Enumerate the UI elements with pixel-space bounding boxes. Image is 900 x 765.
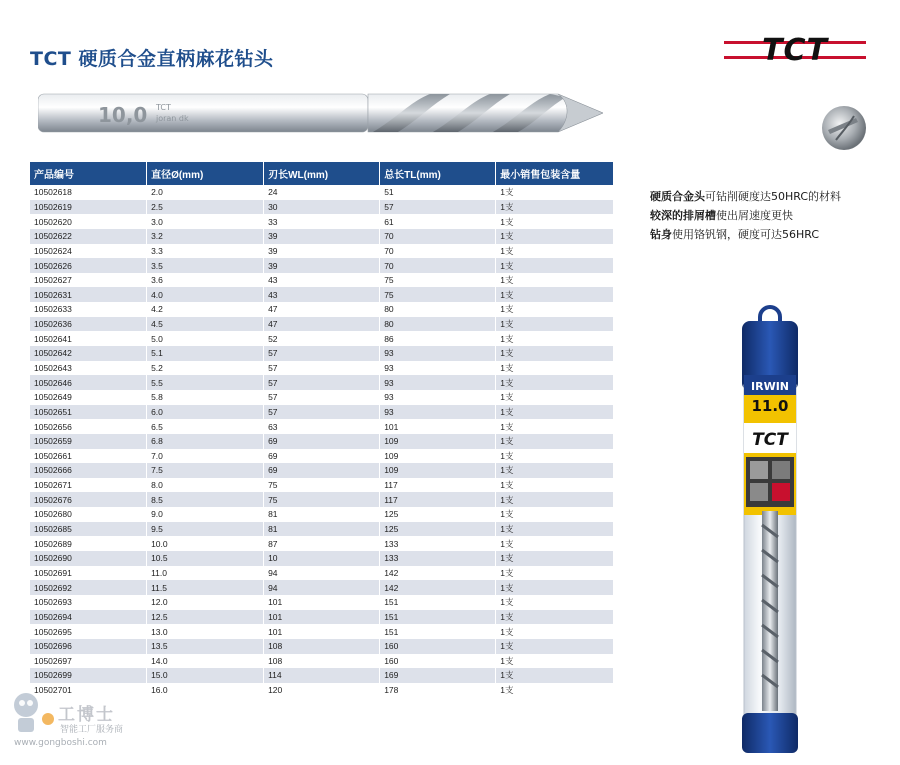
tct-brand-logo <box>724 32 866 66</box>
cell-min-package: 1支 <box>496 419 614 434</box>
table-row <box>30 536 614 551</box>
cell-total-length: 109 <box>380 463 496 478</box>
cell-flute-length: 101 <box>264 595 380 610</box>
cell-total-length: 75 <box>380 287 496 302</box>
header-product-code: 产品编号 <box>30 162 147 185</box>
cell-diameter: 2.0 <box>147 185 264 200</box>
cell-product-code: 10502620 <box>30 214 147 229</box>
cell-product-code: 10502699 <box>30 668 147 683</box>
cell-diameter: 6.8 <box>147 434 264 449</box>
cell-total-length: 125 <box>380 507 496 522</box>
cell-product-code: 10502661 <box>30 449 147 464</box>
cell-min-package: 1支 <box>496 478 614 493</box>
cell-min-package: 1支 <box>496 610 614 625</box>
cell-diameter: 12.0 <box>147 595 264 610</box>
cell-min-package: 1支 <box>496 434 614 449</box>
table-row <box>30 185 614 200</box>
cell-total-length: 93 <box>380 390 496 405</box>
cell-total-length: 151 <box>380 624 496 639</box>
cell-total-length: 93 <box>380 375 496 390</box>
table-row <box>30 200 614 215</box>
watermark-tagline: 智能工厂服务商 <box>60 725 124 735</box>
cell-product-code: 10502696 <box>30 639 147 654</box>
cell-flute-length: 57 <box>264 375 380 390</box>
cell-product-code: 10502627 <box>30 273 147 288</box>
cell-flute-length: 57 <box>264 390 380 405</box>
table-row <box>30 331 614 346</box>
cell-min-package: 1支 <box>496 639 614 654</box>
feature-item <box>650 206 841 225</box>
cell-flute-length: 69 <box>264 463 380 478</box>
cell-product-code: 10502693 <box>30 595 147 610</box>
feature-list <box>650 187 841 244</box>
tct-logo-text: TCT <box>762 33 828 66</box>
cell-diameter: 4.0 <box>147 287 264 302</box>
cell-total-length: 151 <box>380 595 496 610</box>
cell-min-package: 1支 <box>496 302 614 317</box>
feature-text: 使用铬钒钢，硬度可达56HRC <box>672 228 820 241</box>
cell-flute-length: 94 <box>264 566 380 581</box>
cell-product-code: 10502692 <box>30 580 147 595</box>
table-row <box>30 463 614 478</box>
cell-product-code: 10502694 <box>30 610 147 625</box>
cell-total-length: 57 <box>380 200 496 215</box>
cell-product-code: 10502622 <box>30 229 147 244</box>
cell-min-package: 1支 <box>496 331 614 346</box>
cell-product-code: 10502659 <box>30 434 147 449</box>
cell-total-length: 51 <box>380 185 496 200</box>
drill-marking-line1: TCT <box>156 103 171 112</box>
packaging-tube-image <box>680 275 850 760</box>
table-row <box>30 229 614 244</box>
table-row <box>30 566 614 581</box>
table-header-row <box>30 162 614 185</box>
cell-total-length: 80 <box>380 302 496 317</box>
page-title: TCT 硬质合金直柄麻花钻头 <box>30 48 274 70</box>
cell-product-code: 10502651 <box>30 405 147 420</box>
cell-product-code: 10502690 <box>30 551 147 566</box>
cell-total-length: 169 <box>380 668 496 683</box>
cell-product-code: 10502680 <box>30 507 147 522</box>
feature-item <box>650 225 841 244</box>
table-row <box>30 624 614 639</box>
cell-min-package: 1支 <box>496 229 614 244</box>
cell-flute-length: 63 <box>264 419 380 434</box>
cell-min-package: 1支 <box>496 361 614 376</box>
cell-diameter: 7.0 <box>147 449 264 464</box>
cell-product-code: 10502631 <box>30 287 147 302</box>
cell-diameter: 5.0 <box>147 331 264 346</box>
cell-diameter: 7.5 <box>147 463 264 478</box>
cell-diameter: 11.0 <box>147 566 264 581</box>
cell-min-package: 1支 <box>496 346 614 361</box>
cell-product-code: 10502633 <box>30 302 147 317</box>
cell-flute-length: 101 <box>264 624 380 639</box>
table-row <box>30 654 614 669</box>
cell-flute-length: 81 <box>264 507 380 522</box>
cell-flute-length: 108 <box>264 654 380 669</box>
cell-diameter: 13.0 <box>147 624 264 639</box>
cell-product-code: 10502624 <box>30 244 147 259</box>
cell-total-length: 101 <box>380 419 496 434</box>
cell-total-length: 80 <box>380 317 496 332</box>
cell-diameter: 9.0 <box>147 507 264 522</box>
cell-diameter: 8.0 <box>147 478 264 493</box>
feature-text: 使出屑速度更快 <box>716 209 793 222</box>
cell-min-package: 1支 <box>496 375 614 390</box>
cell-min-package: 1支 <box>496 595 614 610</box>
cell-min-package: 1支 <box>496 273 614 288</box>
cell-flute-length: 39 <box>264 258 380 273</box>
table-row <box>30 595 614 610</box>
table-row <box>30 610 614 625</box>
header-diameter: 直径Ø(mm) <box>147 162 264 185</box>
feature-title: 硬质合金头 <box>650 190 705 203</box>
cell-total-length: 75 <box>380 273 496 288</box>
cell-total-length: 61 <box>380 214 496 229</box>
cell-flute-length: 114 <box>264 668 380 683</box>
cell-diameter: 5.2 <box>147 361 264 376</box>
cell-diameter: 3.5 <box>147 258 264 273</box>
cell-min-package: 1支 <box>496 244 614 259</box>
cell-product-code: 10502697 <box>30 654 147 669</box>
table-row <box>30 375 614 390</box>
cell-total-length: 93 <box>380 405 496 420</box>
table-row <box>30 346 614 361</box>
cell-diameter: 9.5 <box>147 522 264 537</box>
cell-flute-length: 47 <box>264 302 380 317</box>
cell-diameter: 6.5 <box>147 419 264 434</box>
cell-product-code: 10502689 <box>30 536 147 551</box>
cell-product-code: 10502671 <box>30 478 147 493</box>
table-row <box>30 478 614 493</box>
cell-min-package: 1支 <box>496 317 614 332</box>
cell-min-package: 1支 <box>496 463 614 478</box>
cell-diameter: 10.5 <box>147 551 264 566</box>
cell-flute-length: 120 <box>264 683 380 698</box>
cell-flute-length: 57 <box>264 361 380 376</box>
cell-flute-length: 57 <box>264 405 380 420</box>
cell-total-length: 109 <box>380 434 496 449</box>
table-row <box>30 302 614 317</box>
table-row <box>30 287 614 302</box>
cell-min-package: 1支 <box>496 449 614 464</box>
cell-diameter: 4.2 <box>147 302 264 317</box>
table-row <box>30 449 614 464</box>
cell-product-code: 10502691 <box>30 566 147 581</box>
cell-diameter: 15.0 <box>147 668 264 683</box>
table-row <box>30 244 614 259</box>
cell-product-code: 10502646 <box>30 375 147 390</box>
cell-product-code: 10502666 <box>30 463 147 478</box>
cell-min-package: 1支 <box>496 405 614 420</box>
table-row <box>30 668 614 683</box>
drill-marking-size: 10,0 <box>98 103 148 127</box>
cell-min-package: 1支 <box>496 390 614 405</box>
cell-flute-length: 69 <box>264 449 380 464</box>
table-row <box>30 639 614 654</box>
table-row <box>30 580 614 595</box>
cell-total-length: 125 <box>380 522 496 537</box>
cell-product-code: 10502656 <box>30 419 147 434</box>
cell-total-length: 70 <box>380 244 496 259</box>
table-row <box>30 273 614 288</box>
table-row <box>30 419 614 434</box>
cell-flute-length: 33 <box>264 214 380 229</box>
specs-table-body <box>30 185 614 697</box>
packaging-logo: TCT <box>752 430 788 450</box>
watermark-url: www.gongboshi.com <box>14 738 107 748</box>
cell-product-code: 10502676 <box>30 492 147 507</box>
cell-flute-length: 75 <box>264 478 380 493</box>
cell-total-length: 142 <box>380 566 496 581</box>
watermark-brand: 工博士 <box>58 705 115 725</box>
cell-diameter: 12.5 <box>147 610 264 625</box>
feature-title: 较深的排屑槽 <box>650 209 716 222</box>
cell-total-length: 151 <box>380 610 496 625</box>
cell-diameter: 2.5 <box>147 200 264 215</box>
packaging-brand: IRWIN <box>751 380 789 393</box>
cell-flute-length: 43 <box>264 273 380 288</box>
drill-bit-image <box>38 82 603 144</box>
cell-diameter: 4.5 <box>147 317 264 332</box>
cell-total-length: 160 <box>380 639 496 654</box>
table-row <box>30 405 614 420</box>
cell-product-code: 10502636 <box>30 317 147 332</box>
cell-total-length: 109 <box>380 449 496 464</box>
cell-flute-length: 75 <box>264 492 380 507</box>
cell-product-code: 10502618 <box>30 185 147 200</box>
cell-total-length: 86 <box>380 331 496 346</box>
cell-min-package: 1支 <box>496 536 614 551</box>
table-row <box>30 507 614 522</box>
cell-flute-length: 10 <box>264 551 380 566</box>
header-min-package: 最小销售包装含量 <box>496 162 614 185</box>
table-row <box>30 434 614 449</box>
cell-min-package: 1支 <box>496 492 614 507</box>
cell-diameter: 11.5 <box>147 580 264 595</box>
cell-total-length: 133 <box>380 551 496 566</box>
table-row <box>30 361 614 376</box>
packaging-size: 11.0 <box>751 397 789 415</box>
cell-total-length: 160 <box>380 654 496 669</box>
cell-diameter: 8.5 <box>147 492 264 507</box>
cell-diameter: 5.5 <box>147 375 264 390</box>
cell-total-length: 70 <box>380 258 496 273</box>
header-total-length: 总长TL(mm) <box>380 162 496 185</box>
header-flute-length: 刃长WL(mm) <box>264 162 380 185</box>
cell-flute-length: 108 <box>264 639 380 654</box>
cell-flute-length: 57 <box>264 346 380 361</box>
table-row <box>30 317 614 332</box>
cell-min-package: 1支 <box>496 200 614 215</box>
cell-min-package: 1支 <box>496 214 614 229</box>
cell-flute-length: 94 <box>264 580 380 595</box>
cell-flute-length: 69 <box>264 434 380 449</box>
cell-flute-length: 101 <box>264 610 380 625</box>
cell-total-length: 117 <box>380 478 496 493</box>
cell-flute-length: 52 <box>264 331 380 346</box>
cell-diameter: 3.0 <box>147 214 264 229</box>
cell-diameter: 13.5 <box>147 639 264 654</box>
cell-diameter: 6.0 <box>147 405 264 420</box>
cell-min-package: 1支 <box>496 185 614 200</box>
table-row <box>30 214 614 229</box>
cell-total-length: 178 <box>380 683 496 698</box>
cell-product-code: 10502643 <box>30 361 147 376</box>
table-row <box>30 551 614 566</box>
cell-min-package: 1支 <box>496 258 614 273</box>
cell-flute-length: 47 <box>264 317 380 332</box>
cell-min-package: 1支 <box>496 683 614 698</box>
cell-min-package: 1支 <box>496 551 614 566</box>
cell-flute-length: 81 <box>264 522 380 537</box>
table-row <box>30 492 614 507</box>
feature-item <box>650 187 841 206</box>
cell-product-code: 10502642 <box>30 346 147 361</box>
feature-text: 可钻削硬度达50HRC的材料 <box>705 190 842 203</box>
cell-flute-length: 43 <box>264 287 380 302</box>
cell-min-package: 1支 <box>496 507 614 522</box>
cell-min-package: 1支 <box>496 654 614 669</box>
cell-product-code: 10502626 <box>30 258 147 273</box>
table-row <box>30 390 614 405</box>
cell-total-length: 133 <box>380 536 496 551</box>
cell-product-code: 10502701 <box>30 683 147 698</box>
cell-diameter: 5.1 <box>147 346 264 361</box>
cell-diameter: 14.0 <box>147 654 264 669</box>
cell-product-code: 10502695 <box>30 624 147 639</box>
cell-min-package: 1支 <box>496 522 614 537</box>
cell-flute-length: 39 <box>264 229 380 244</box>
cell-diameter: 3.2 <box>147 229 264 244</box>
cell-diameter: 3.6 <box>147 273 264 288</box>
cell-total-length: 70 <box>380 229 496 244</box>
cell-flute-length: 39 <box>264 244 380 259</box>
cell-product-code: 10502641 <box>30 331 147 346</box>
cell-min-package: 1支 <box>496 287 614 302</box>
cell-flute-length: 87 <box>264 536 380 551</box>
cell-diameter: 16.0 <box>147 683 264 698</box>
feature-title: 钻身 <box>650 228 672 241</box>
cell-flute-length: 24 <box>264 185 380 200</box>
drill-marking-line2: joran dk <box>156 114 189 123</box>
cell-total-length: 142 <box>380 580 496 595</box>
cell-diameter: 10.0 <box>147 536 264 551</box>
cell-total-length: 93 <box>380 346 496 361</box>
drill-tip-image <box>820 104 868 152</box>
cell-diameter: 3.3 <box>147 244 264 259</box>
cell-product-code: 10502649 <box>30 390 147 405</box>
cell-min-package: 1支 <box>496 580 614 595</box>
cell-product-code: 10502619 <box>30 200 147 215</box>
specs-table <box>30 162 614 697</box>
table-row <box>30 522 614 537</box>
cell-product-code: 10502685 <box>30 522 147 537</box>
cell-min-package: 1支 <box>496 566 614 581</box>
cell-total-length: 117 <box>380 492 496 507</box>
cell-diameter: 5.8 <box>147 390 264 405</box>
table-row <box>30 258 614 273</box>
cell-flute-length: 30 <box>264 200 380 215</box>
cell-total-length: 93 <box>380 361 496 376</box>
cell-min-package: 1支 <box>496 624 614 639</box>
cell-min-package: 1支 <box>496 668 614 683</box>
